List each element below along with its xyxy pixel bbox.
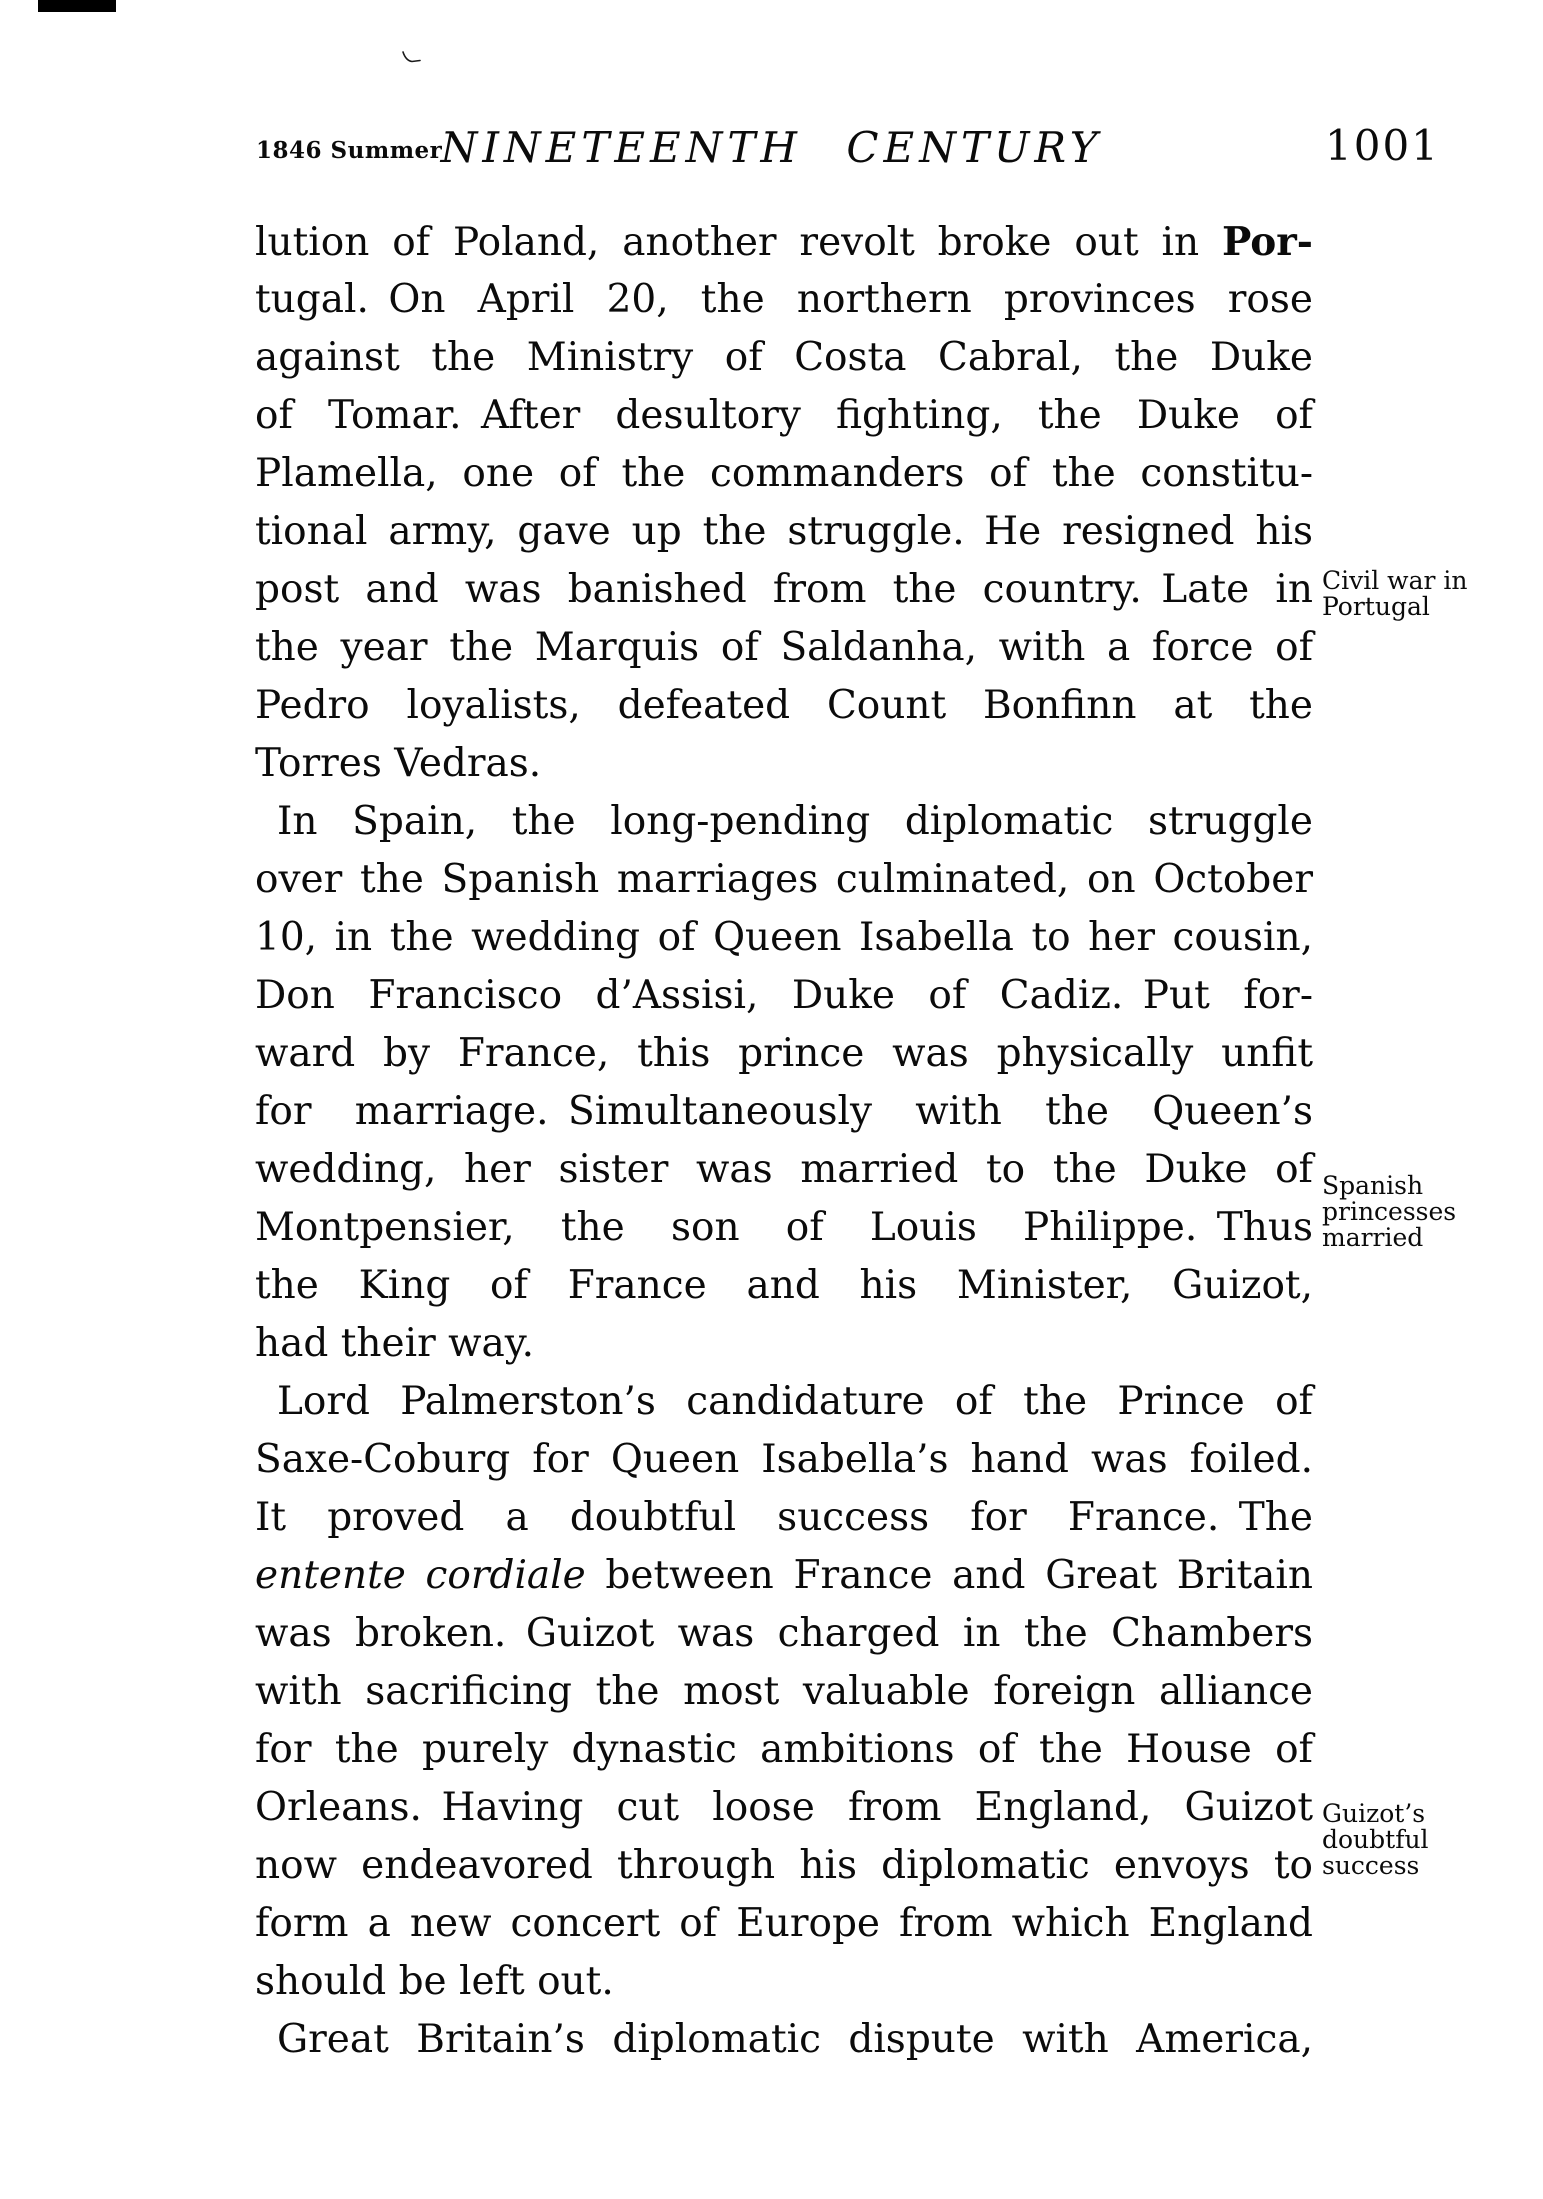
text-line [255, 387, 1313, 445]
text-segment: Orleans. Having cut loose from England, Guizot [255, 1785, 1313, 1830]
text-segment: ward by France, this prince was physically unfit [255, 1031, 1313, 1076]
margin-note-civil-war-portugal [1322, 568, 1522, 620]
text-segment: Montpensier, the son of Louis Philippe. Thus [255, 1205, 1313, 1250]
text-segment: of Tomar. After desultory fighting, the Duke of [255, 393, 1313, 438]
text-line [255, 561, 1313, 619]
text-line [255, 213, 1313, 271]
text-line [255, 619, 1313, 677]
margin-note-line: success [1322, 1851, 1420, 1880]
text-segment: Torres Vedras. [255, 741, 542, 786]
text-line [255, 793, 1313, 851]
text-segment: Plamella, one of the commanders of the constitu- [255, 451, 1313, 496]
text-line [255, 909, 1313, 967]
text-line [255, 1953, 1313, 2011]
text-line [255, 1895, 1313, 1953]
text-line [255, 1373, 1313, 1431]
text-segment: tional army, gave up the struggle. He resigned his [255, 509, 1313, 554]
text-line [255, 677, 1313, 735]
text-line [255, 1257, 1313, 1315]
text-segment: the King of France and his Minister, Guizot, [255, 1263, 1313, 1308]
text-segment: was broken. Guizot was charged in the Chambers [255, 1611, 1313, 1656]
text-segment: Por- [1221, 219, 1313, 265]
margin-note-line: doubtful [1322, 1825, 1429, 1854]
margin-note-spanish-princesses [1322, 1173, 1522, 1251]
text-segment: the year the Marquis of Saldanha, with a force of [255, 625, 1313, 670]
text-segment: between France and Great Britain [585, 1553, 1313, 1598]
text-line [255, 967, 1313, 1025]
text-line [255, 329, 1313, 387]
margin-note-line: Guizot’s [1322, 1799, 1426, 1828]
text-segment: Great Britain’s diplomatic dispute with America, [277, 2017, 1313, 2062]
text-line [255, 1779, 1313, 1837]
margin-note-guizot-doubtful-success [1322, 1801, 1522, 1879]
text-segment: wedding, her sister was married to the Duke of [255, 1147, 1313, 1192]
text-segment: entente cordiale [255, 1553, 586, 1598]
text-line [255, 1083, 1313, 1141]
text-segment: for the purely dynastic ambitions of the House of [255, 1727, 1313, 1772]
text-line [255, 1663, 1313, 1721]
text-line [255, 1141, 1313, 1199]
text-segment: had their way. [255, 1321, 534, 1366]
text-segment: now endeavored through his diplomatic envoys to [255, 1843, 1313, 1888]
text-segment: post and was banished from the country. Late in [255, 567, 1313, 612]
text-segment: lution of Poland, another revolt broke out in [255, 220, 1222, 265]
header-title: NINETEENTH CENTURY [440, 123, 1103, 172]
text-segment: Pedro loyalists, defeated Count Bonfinn at the [255, 683, 1313, 728]
text-segment: against the Ministry of Costa Cabral, the Duke [255, 335, 1313, 380]
text-segment: 10, in the wedding of Queen Isabella to her cousin, [255, 915, 1313, 960]
text-line [255, 1431, 1313, 1489]
text-segment: Saxe-Coburg for Queen Isabella’s hand was foiled. [255, 1437, 1313, 1482]
text-segment: In Spain, the long-pending diplomatic struggle [277, 799, 1313, 844]
header-date: 1846 Summer [256, 137, 443, 164]
margin-note-line: Civil war in [1322, 566, 1468, 595]
text-line [255, 735, 1313, 793]
text-segment: Don Francisco d’Assisi, Duke of Cadiz. Put for- [255, 973, 1313, 1018]
margin-note-line: Spanish [1322, 1171, 1424, 1200]
margin-note-line: Portugal [1322, 592, 1430, 621]
text-segment: should be left out. [255, 1959, 614, 2004]
scan-artifact-bar [38, 0, 116, 12]
text-segment: Lord Palmerston’s candidature of the Prince of [277, 1379, 1313, 1424]
text-line [255, 1025, 1313, 1083]
text-line [255, 1837, 1313, 1895]
pen-mark-squiggle [401, 50, 423, 66]
text-line [255, 1489, 1313, 1547]
text-line [255, 1199, 1313, 1257]
text-segment: It proved a doubtful success for France. The [255, 1495, 1313, 1540]
text-segment: form a new concert of Europe from which England [255, 1901, 1313, 1946]
margin-note-line: married [1322, 1223, 1424, 1252]
text-line [255, 1605, 1313, 1663]
text-line [255, 851, 1313, 909]
text-line [255, 1721, 1313, 1779]
text-line [255, 1547, 1313, 1605]
body-text [255, 213, 1313, 2069]
text-line [255, 1315, 1313, 1373]
text-line [255, 445, 1313, 503]
text-segment: tugal. On April 20, the northern provinces rose [255, 277, 1313, 322]
text-line [255, 2011, 1313, 2069]
text-segment: for marriage. Simultaneously with the Queen’s [255, 1089, 1313, 1134]
text-line [255, 271, 1313, 329]
header-page-number: 1001 [1325, 121, 1440, 170]
text-segment: over the Spanish marriages culminated, on October [255, 857, 1313, 902]
text-segment: with sacrificing the most valuable foreign alliance [255, 1669, 1313, 1714]
text-line [255, 503, 1313, 561]
margin-note-line: princesses [1322, 1197, 1457, 1226]
